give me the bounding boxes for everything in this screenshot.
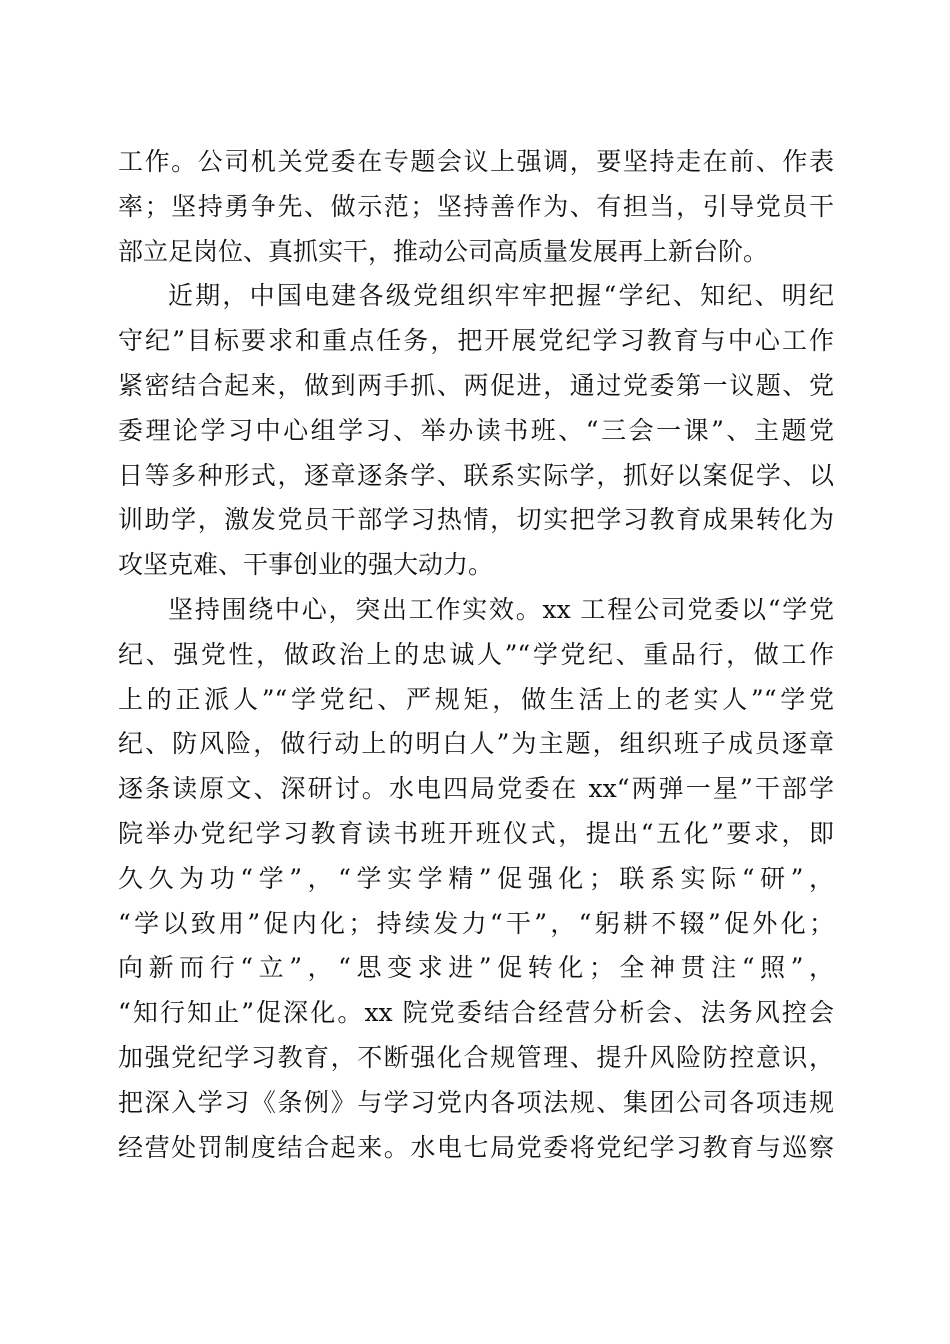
- text-line: 逐条读原文、深研讨。水电四局党委在 xx“两弹一星”干部学: [118, 774, 834, 804]
- text-line: 把深入学习《条例》与学习党内各项法规、集团公司各项违规: [118, 1087, 834, 1117]
- text-line: 日等多种形式，逐章逐条学、联系实际学，抓好以案促学、以: [118, 460, 834, 490]
- text-line: 委理论学习中心组学习、举办读书班、“三会一课”、主题党: [118, 415, 834, 445]
- text-line: 攻坚克难、干事创业的强大动力。: [118, 550, 494, 580]
- text-line: 近期，中国电建各级党组织牢牢把握“学纪、知纪、明纪: [168, 281, 834, 311]
- text-line: 纪、防风险，做行动上的明白人”为主题，组织班子成员逐章: [118, 729, 834, 759]
- text-line: 纪、强党性，做政治上的忠诚人”“学党纪、重品行，做工作: [118, 639, 834, 669]
- text-line: 守纪”目标要求和重点任务，把开展党纪学习教育与中心工作: [118, 326, 834, 356]
- text-line: 久久为功“学”，“学实学精”促强化；联系实际“研”，: [118, 863, 834, 893]
- paragraph-1: [118, 140, 834, 274]
- text-line: 坚持围绕中心，突出工作实效。xx 工程公司党委以“学党: [168, 594, 834, 624]
- document-body: [118, 140, 834, 1170]
- text-line: “学以致用”促内化；持续发力“干”，“躬耕不辍”促外化；: [118, 908, 834, 938]
- text-line: 率；坚持勇争先、做示范；坚持善作为、有担当，引导党员干: [118, 191, 834, 221]
- text-line: 紧密结合起来，做到两手抓、两促进，通过党委第一议题、党: [118, 370, 834, 400]
- text-line: 部立足岗位、真抓实干，推动公司高质量发展再上新台阶。: [118, 236, 769, 266]
- paragraph-2: [118, 274, 834, 588]
- text-line: 向新而行“立”，“思变求进”促转化；全神贯注“照”，: [118, 953, 834, 983]
- text-line: 加强党纪学习教育，不断强化合规管理、提升风险防控意识，: [118, 1042, 834, 1072]
- paragraph-3: [118, 588, 834, 1170]
- text-line: “知行知止”促深化。xx 院党委结合经营分析会、法务风控会: [118, 998, 834, 1028]
- text-line: 工作。公司机关党委在专题会议上强调，要坚持走在前、作表: [118, 147, 834, 176]
- text-line: 院举办党纪学习教育读书班开班仪式，提出“五化”要求，即: [118, 818, 834, 848]
- text-line: 训助学，激发党员干部学习热情，切实把学习教育成果转化为: [118, 505, 834, 535]
- text-line: 经营处罚制度结合起来。水电七局党委将党纪学习教育与巡察: [118, 1132, 834, 1162]
- text-line: 上的正派人”“学党纪、严规矩，做生活上的老实人”“学党: [118, 684, 834, 714]
